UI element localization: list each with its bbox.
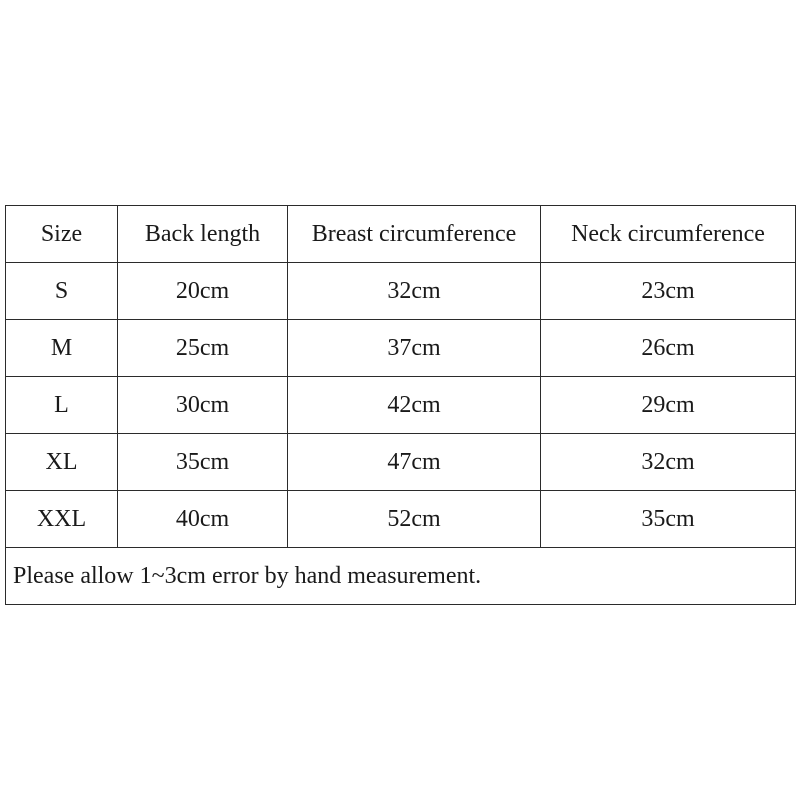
measurement-note: Please allow 1~3cm error by hand measurement. bbox=[6, 548, 796, 605]
table-row bbox=[6, 491, 796, 548]
cell-size: XXL bbox=[6, 491, 118, 548]
table-header-row bbox=[6, 206, 796, 263]
header-neck-circumference: Neck circumference bbox=[541, 206, 796, 263]
table-row bbox=[6, 263, 796, 320]
cell-back-length: 35cm bbox=[118, 434, 288, 491]
cell-back-length: 25cm bbox=[118, 320, 288, 377]
cell-size: L bbox=[6, 377, 118, 434]
cell-breast-circumference: 52cm bbox=[288, 491, 541, 548]
cell-breast-circumference: 47cm bbox=[288, 434, 541, 491]
table-row bbox=[6, 434, 796, 491]
cell-size: XL bbox=[6, 434, 118, 491]
cell-back-length: 30cm bbox=[118, 377, 288, 434]
cell-neck-circumference: 35cm bbox=[541, 491, 796, 548]
cell-neck-circumference: 23cm bbox=[541, 263, 796, 320]
table-row bbox=[6, 320, 796, 377]
cell-breast-circumference: 37cm bbox=[288, 320, 541, 377]
cell-breast-circumference: 42cm bbox=[288, 377, 541, 434]
table-row bbox=[6, 377, 796, 434]
header-breast-circumference: Breast circumference bbox=[288, 206, 541, 263]
cell-neck-circumference: 29cm bbox=[541, 377, 796, 434]
cell-size: S bbox=[6, 263, 118, 320]
cell-breast-circumference: 32cm bbox=[288, 263, 541, 320]
cell-neck-circumference: 32cm bbox=[541, 434, 796, 491]
cell-back-length: 20cm bbox=[118, 263, 288, 320]
cell-size: M bbox=[6, 320, 118, 377]
header-size: Size bbox=[6, 206, 118, 263]
header-back-length: Back length bbox=[118, 206, 288, 263]
table-note-row bbox=[6, 548, 796, 605]
size-chart-table bbox=[5, 205, 796, 605]
cell-back-length: 40cm bbox=[118, 491, 288, 548]
cell-neck-circumference: 26cm bbox=[541, 320, 796, 377]
